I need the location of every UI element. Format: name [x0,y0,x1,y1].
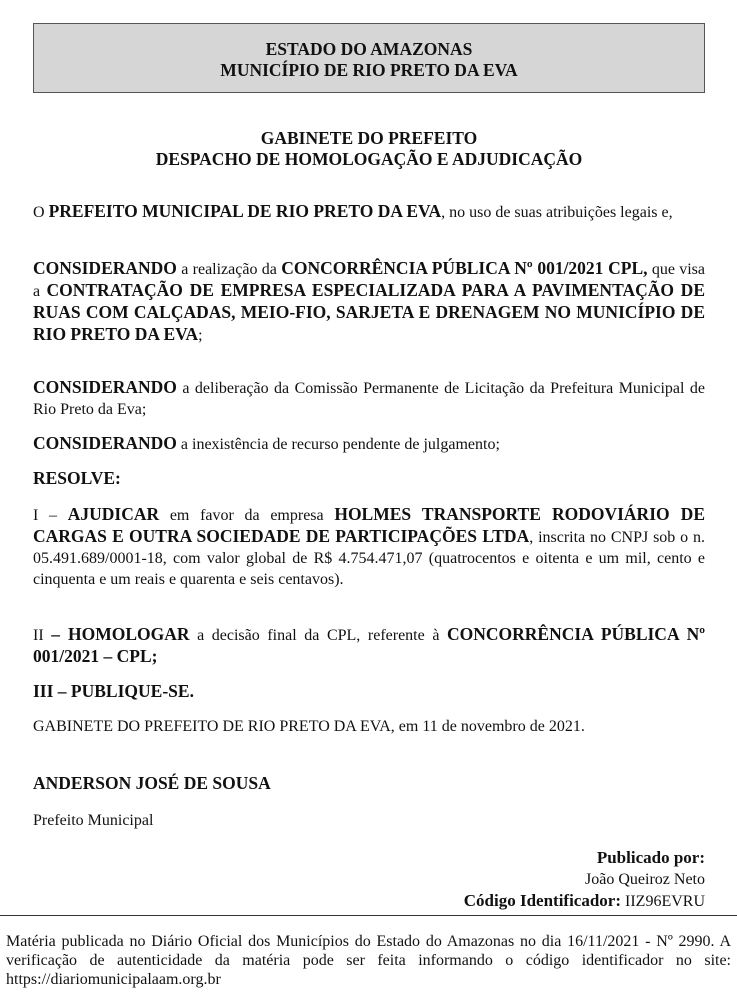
adjudicate-label: AJUDICAR [67,504,160,524]
footer-divider [0,915,737,916]
item-number: II [33,627,52,644]
tender-reference: CONCORRÊNCIA PÚBLICA Nº 001/2021 CPL, [281,258,648,278]
publication-info [33,847,705,912]
intro-mayor: PREFEITO MUNICIPAL DE RIO PRETO DA EVA [48,201,442,221]
item-i [33,504,705,590]
dispatch-title: DESPACHO DE HOMOLOGAÇÃO E ADJUDICAÇÃO [155,149,583,169]
intro-rest: , no uso de suas atribuições legais e, [441,204,673,221]
considerando-text: a realização da [176,261,282,278]
intro-prefix: O [33,204,49,221]
item-iii [33,681,705,703]
paragraph-considerando-2 [33,377,705,420]
closing-paragraph [33,716,705,737]
document-titles [33,128,705,170]
considerando-label: CONSIDERANDO [33,377,177,397]
office-title: GABINETE DO PREFEITO [260,128,478,148]
considerando-text: que visa a [33,261,706,300]
item-text: em favor da empresa [159,507,335,524]
tender-reference: CONCORRÊNCIA PÚBLICA Nº 001/2021 – CPL; [33,624,705,666]
municipality-name: MUNICÍPIO DE RIO PRETO DA EVA [220,60,518,80]
considerando-text: a deliberação da Comissão Permanente de Licitação da Prefeitura Municipal de Rio Preto da Eva; [33,380,705,418]
item-number: I – [33,507,68,524]
published-by-label: Publicado por: [596,848,705,867]
company-name: HOLMES TRANSPORTE RODOVIÁRIO DE CARGAS E OUTRA SOCIEDADE DE PARTICIPAÇÕES LTDA [33,504,705,546]
signature-block [33,773,705,795]
identifier-code: IIZ96EVRU [621,893,705,910]
resolve-heading [33,468,705,490]
item-text: , inscrita no CNPJ sob o n. 05.491.689/0001-18, com valor global de R$ 4.754.471,07 (quatrocentos e oitenta e um mil, cento e cinquenta e um reais e quarenta e seis centavos). [33,529,706,588]
signer-title: Prefeito Municipal [33,812,154,829]
considerando-label: CONSIDERANDO [33,258,177,278]
paragraph-considerando-3 [33,433,705,455]
signer-role [33,810,705,831]
paragraph-intro [33,201,705,223]
publisher-name: João Queiroz Neto [585,871,705,888]
resolve-label: RESOLVE: [33,468,121,488]
identifier-label: Código Identificador: [463,891,622,910]
homologate-label: – HOMOLOGAR [51,624,190,644]
closing-text: GABINETE DO PREFEITO DE RIO PRETO DA EVA, em 11 de novembro de 2021. [33,718,585,735]
document-header [33,23,705,93]
paragraph-considerando-1 [33,258,705,346]
publish-label: III – PUBLIQUE-SE. [33,681,194,701]
publication-footer: Matéria publicada no Diário Oficial dos Municípios do Estado do Amazonas no dia 16/11/2021 - Nº 2990. A verificação de autenticidade da matéria pode ser feita informando o código identificador no site: https://diariomunicipalaam.org.br [6,933,731,988]
state-name: ESTADO DO AMAZONAS [265,39,473,59]
considerando-text: ; [198,327,203,344]
considerando-text: a inexistência de recurso pendente de julgamento; [176,436,500,453]
considerando-label: CONSIDERANDO [33,433,177,453]
item-text: a decisão final da CPL, referente à [189,627,448,644]
signer-name: ANDERSON JOSÉ DE SOUSA [33,773,271,793]
item-ii [33,624,705,668]
tender-object: CONTRATAÇÃO DE EMPRESA ESPECIALIZADA PARA A PAVIMENTAÇÃO DE RUAS COM CALÇADAS, MEIO-FIO, SARJETA E DRENAGEM NO MUNICÍPIO DE RIO PRETO DA EVA [33,280,705,344]
